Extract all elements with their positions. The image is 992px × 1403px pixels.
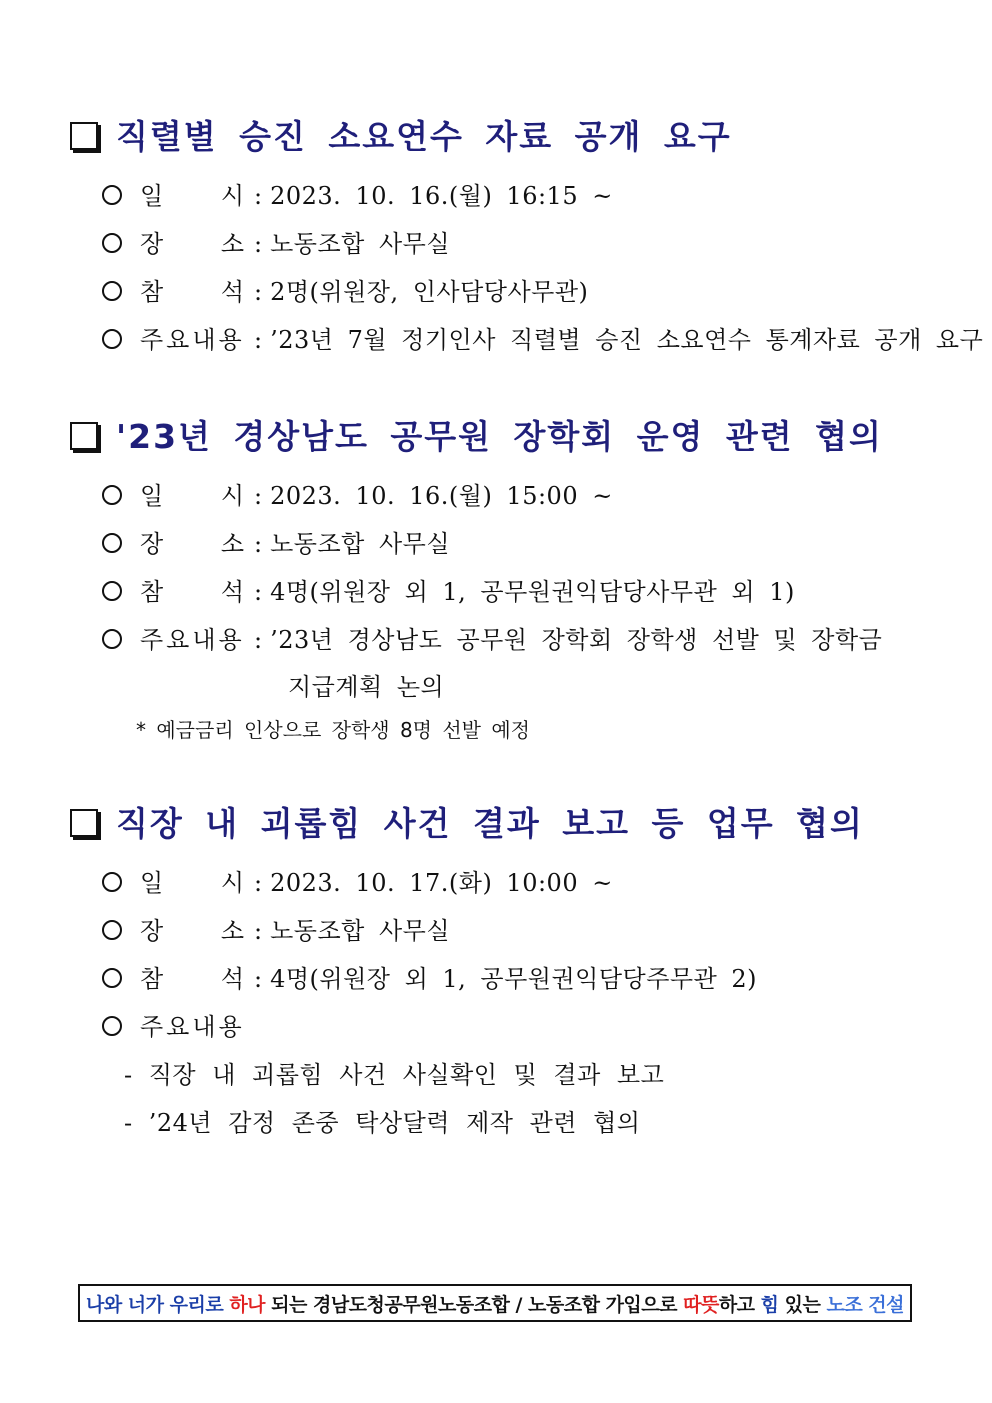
item-datetime: 일 시 : 2023. 10. 17.(화) 10:00 ~ bbox=[102, 863, 613, 898]
section-title: '23년 경상남도 공무원 장학회 운영 관련 협의 bbox=[116, 416, 883, 456]
circle-bullet-icon bbox=[102, 1016, 122, 1036]
item-value: 4명(위원장 외 1, 공무원권익담당사무관 외 1) bbox=[270, 578, 795, 606]
section-title: 직렬별 승진 소요연수 자료 공개 요구 bbox=[116, 116, 732, 156]
item-label: 장 소 bbox=[140, 230, 246, 258]
slogan-segment: 힘 bbox=[760, 1293, 779, 1316]
item-label: 주요내용 bbox=[140, 626, 245, 654]
item-content: 주요내용 : ’23년 7월 정기인사 직렬별 승진 소요연수 통계자료 공개 요구 bbox=[102, 320, 983, 355]
checkbox-icon bbox=[70, 122, 98, 150]
item-attendees: 참 석 : 4명(위원장 외 1, 공무원권익담당주무관 2) bbox=[102, 959, 757, 994]
slogan-segment: 하고 bbox=[718, 1293, 761, 1316]
circle-bullet-icon bbox=[102, 629, 122, 649]
checkbox-icon bbox=[70, 809, 98, 837]
circle-bullet-icon bbox=[102, 533, 122, 553]
item-value: ’23년 7월 정기인사 직렬별 승진 소요연수 통계자료 공개 요구 bbox=[270, 326, 984, 354]
detail-item: - ’24년 감정 존중 탁상달력 제작 관련 협의 bbox=[124, 1109, 641, 1137]
item-label: 장 소 bbox=[140, 917, 246, 945]
item-value: 노동조합 사무실 bbox=[270, 917, 451, 945]
item-label: 참 석 bbox=[140, 278, 246, 306]
section-title: 직장 내 괴롭힘 사건 결과 보고 등 업무 협의 bbox=[116, 803, 864, 843]
item-label: 주요내용 bbox=[140, 326, 245, 354]
item-value: 노동조합 사무실 bbox=[270, 230, 451, 258]
item-attendees: 참 석 : 2명(위원장, 인사담당사무관) bbox=[102, 272, 588, 307]
slogan-segment: 따뜻 bbox=[683, 1293, 719, 1316]
circle-bullet-icon bbox=[102, 185, 122, 205]
item-place: 장 소 : 노동조합 사무실 bbox=[102, 911, 450, 946]
item-datetime: 일 시 : 2023. 10. 16.(월) 16:15 ~ bbox=[102, 176, 613, 211]
item-label: 참 석 bbox=[140, 578, 246, 606]
detail-item: - 직장 내 괴롭힘 사건 사실확인 및 결과 보고 bbox=[124, 1061, 665, 1089]
item-content: 주요내용 : ’23년 경상남도 공무원 장학회 장학생 선발 및 장학금 bbox=[102, 620, 882, 655]
slogan-segment: 있는 bbox=[778, 1293, 827, 1316]
checkbox-icon bbox=[70, 422, 98, 450]
item-place: 장 소 : 노동조합 사무실 bbox=[102, 224, 450, 259]
item-content bbox=[102, 1007, 246, 1042]
item-label: 일 시 bbox=[140, 869, 246, 897]
slogan-segment: 노조 건설 bbox=[826, 1293, 904, 1316]
footnote: * 예금금리 인상으로 장학생 8명 선발 예정 bbox=[136, 718, 530, 742]
item-datetime: 일 시 : 2023. 10. 16.(월) 15:00 ~ bbox=[102, 476, 613, 511]
item-value: 2명(위원장, 인사담당사무관) bbox=[270, 278, 589, 306]
item-label: 주요내용 bbox=[140, 1013, 245, 1041]
item-label: 장 소 bbox=[140, 530, 246, 558]
item-value: 2023. 10. 16.(월) 15:00 ~ bbox=[270, 482, 613, 510]
item-attendees: 참 석 : 4명(위원장 외 1, 공무원권익담당사무관 외 1) bbox=[102, 572, 795, 607]
circle-bullet-icon bbox=[102, 329, 122, 349]
item-value: 2023. 10. 17.(화) 10:00 ~ bbox=[270, 869, 613, 897]
slogan-segment: 되는 경남도청공무원노동조합 / 노동조합 가입으로 bbox=[265, 1293, 684, 1316]
circle-bullet-icon bbox=[102, 968, 122, 988]
footer-slogan bbox=[78, 1284, 912, 1322]
circle-bullet-icon bbox=[102, 233, 122, 253]
slogan-segment: 나와 너가 우리로 bbox=[85, 1293, 230, 1316]
item-label: 참 석 bbox=[140, 965, 246, 993]
item-label: 일 시 bbox=[140, 182, 246, 210]
circle-bullet-icon bbox=[102, 485, 122, 505]
section-heading bbox=[70, 112, 732, 156]
item-label: 일 시 bbox=[140, 482, 246, 510]
item-value: ’23년 경상남도 공무원 장학회 장학생 선발 및 장학금 bbox=[270, 626, 883, 654]
item-place: 장 소 : 노동조합 사무실 bbox=[102, 524, 450, 559]
item-value: 2023. 10. 16.(월) 16:15 ~ bbox=[270, 182, 613, 210]
item-value: 4명(위원장 외 1, 공무원권익담당주무관 2) bbox=[270, 965, 758, 993]
circle-bullet-icon bbox=[102, 581, 122, 601]
circle-bullet-icon bbox=[102, 281, 122, 301]
item-value-continuation: 지급계획 논의 bbox=[288, 673, 445, 701]
circle-bullet-icon bbox=[102, 920, 122, 940]
slogan-segment: 하나 bbox=[229, 1293, 266, 1316]
item-value: 노동조합 사무실 bbox=[270, 530, 451, 558]
circle-bullet-icon bbox=[102, 872, 122, 892]
section-heading bbox=[70, 412, 883, 456]
section-heading bbox=[70, 799, 864, 843]
